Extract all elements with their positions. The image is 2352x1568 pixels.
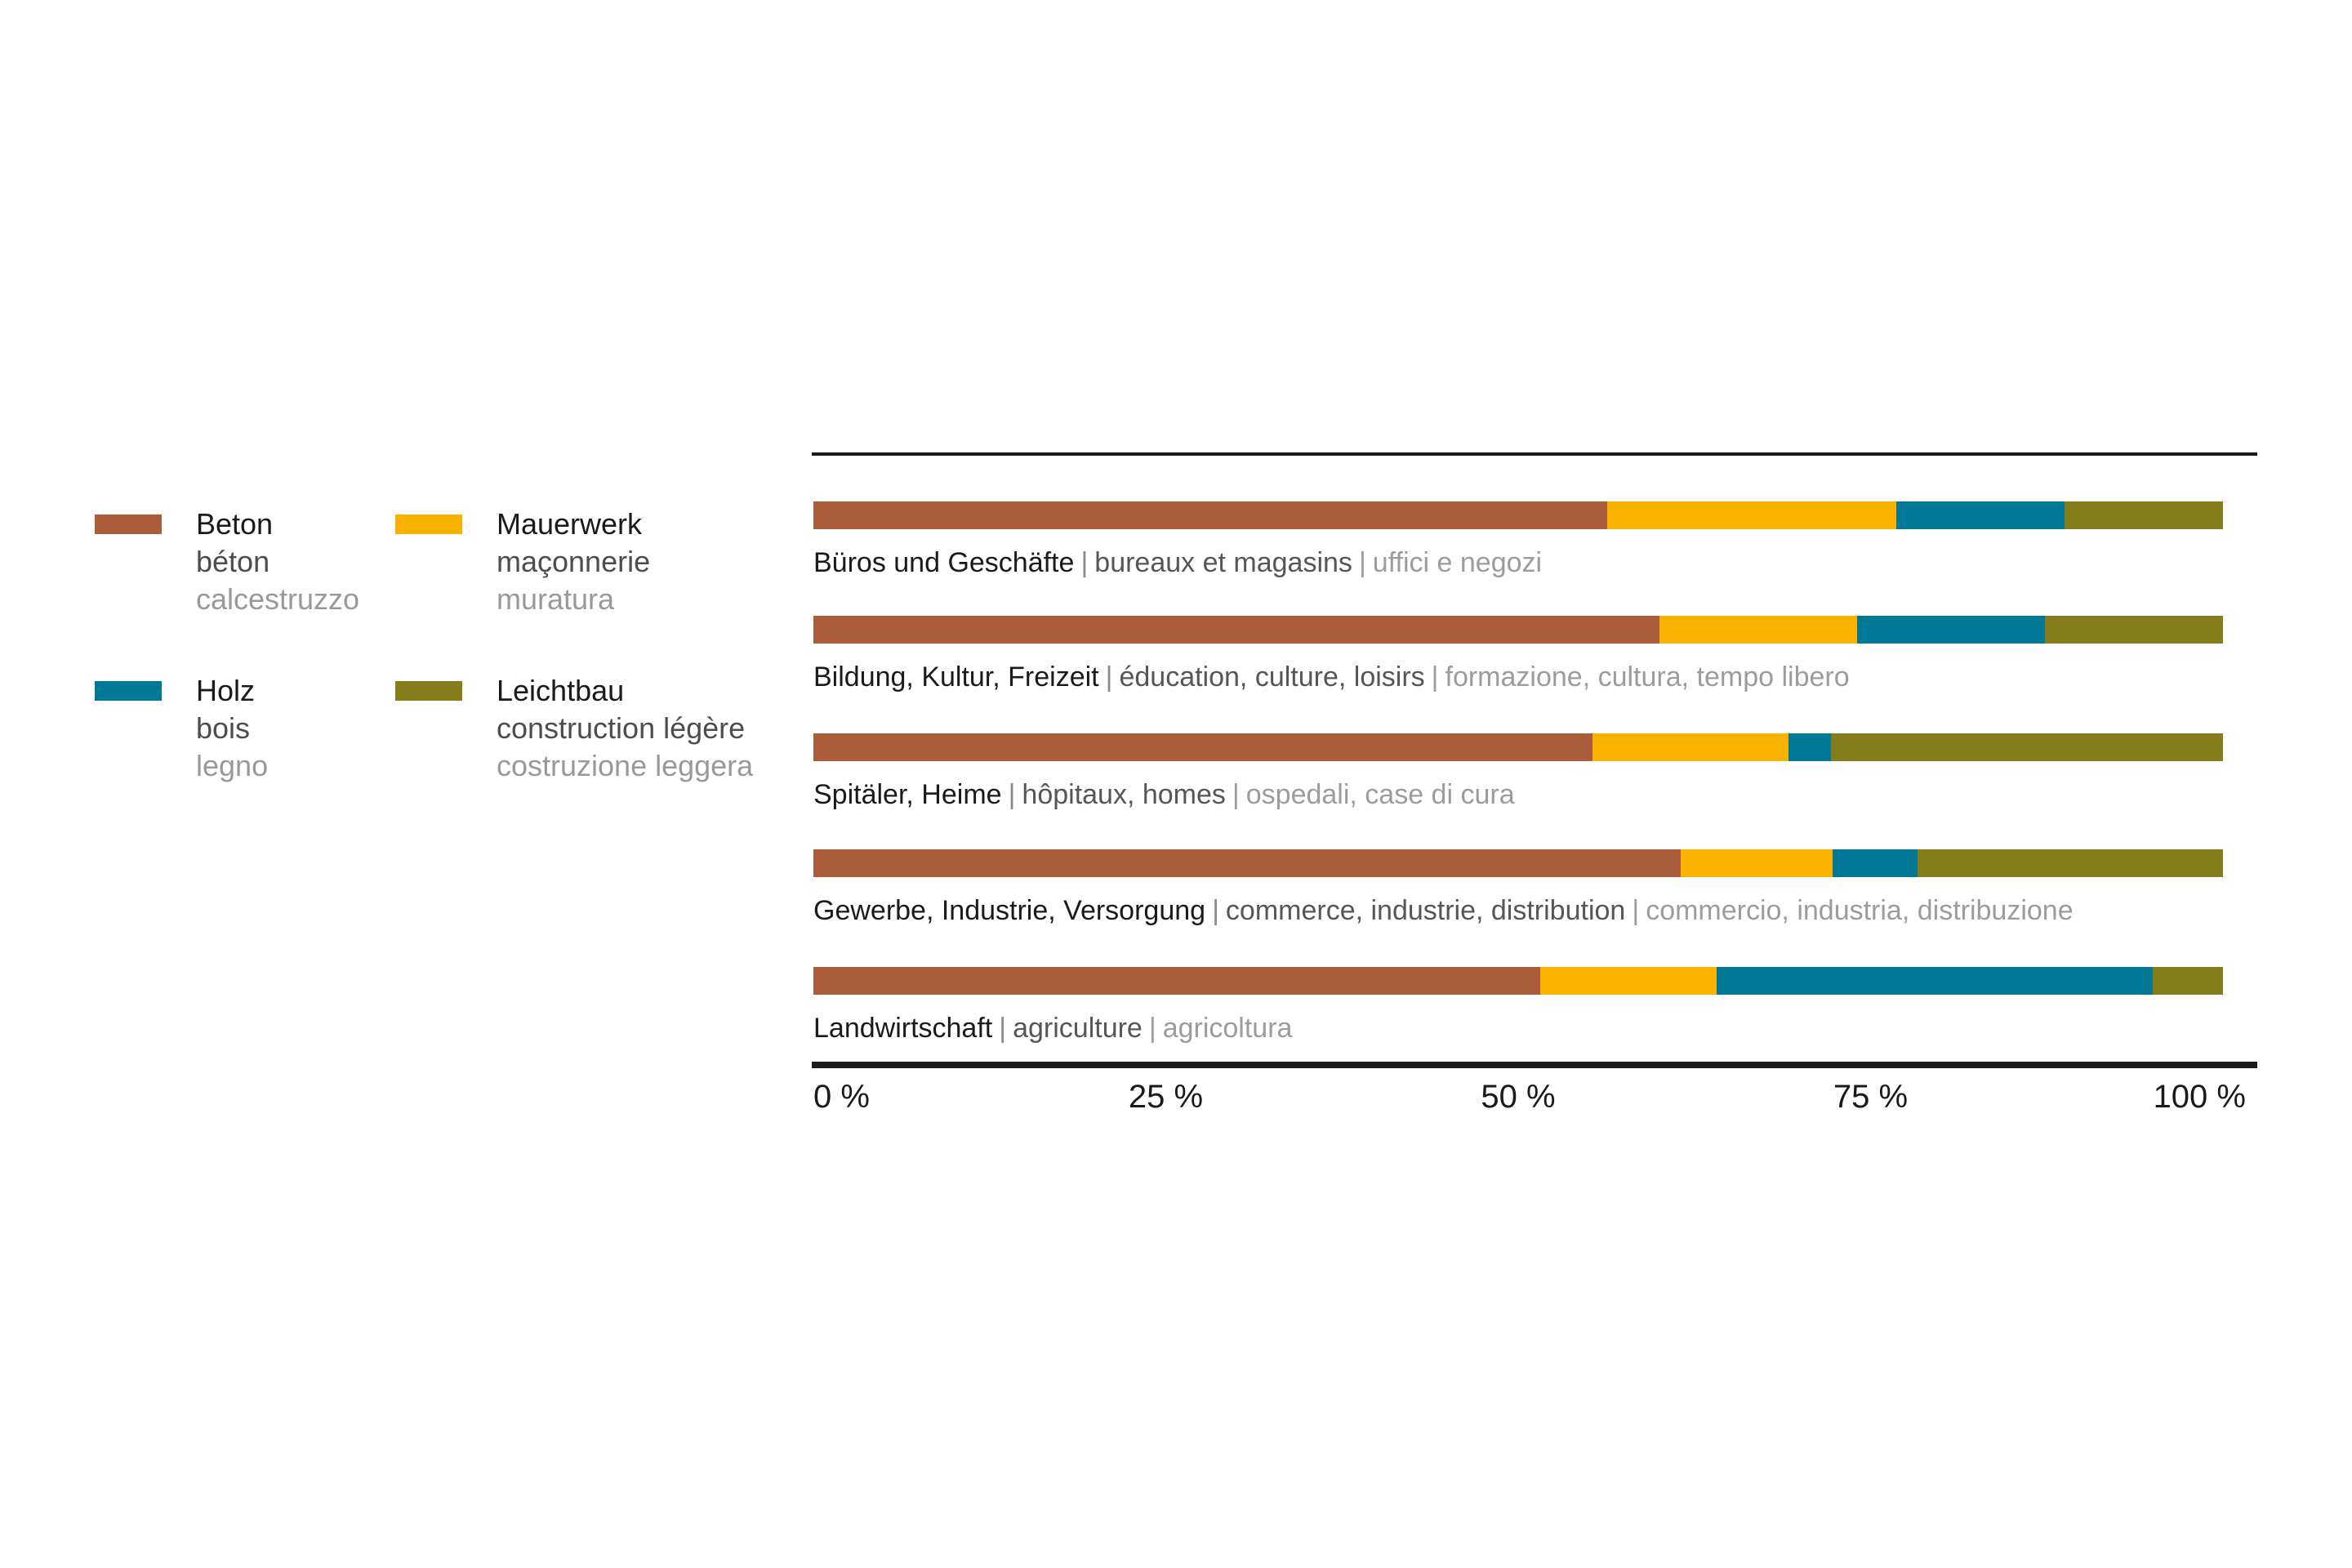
bar-segment-holz: [1717, 967, 2152, 995]
bar-segment-beton: [813, 967, 1541, 995]
row-label-separator: |: [1148, 1013, 1156, 1044]
row-label: [813, 777, 2223, 813]
row-label-it: formazione, cultura, tempo libero: [1445, 662, 1850, 693]
legend-item-beton: [95, 506, 359, 619]
legend-label-leichtbau-it: costruzione leggera: [497, 750, 754, 782]
row-label: [813, 546, 2223, 581]
bar-segment-holz: [1896, 501, 2065, 529]
legend-label-beton-fr: béton: [196, 546, 270, 578]
x-axis-tick-0: 0 %: [813, 1080, 870, 1116]
legend-label-mauerwerk: [497, 506, 650, 619]
legend-label-leichtbau-de: Leichtbau: [497, 675, 625, 707]
chart-row: [813, 616, 2223, 696]
bar-segment-holz: [1788, 733, 1831, 761]
bar-segment-leichtbau: [2153, 967, 2223, 995]
legend-label-mauerwerk-fr: maçonnerie: [497, 546, 651, 578]
bar-segment-leichtbau: [1831, 733, 2223, 761]
legend-label-holz: [196, 673, 268, 786]
bar-segment-mauerwerk: [1607, 501, 1896, 529]
row-label-de: Spitäler, Heime: [813, 779, 1002, 810]
legend-label-beton: [196, 506, 359, 619]
bar-segment-mauerwerk: [1592, 733, 1788, 761]
legend-swatch-beton: [95, 514, 162, 534]
row-label-de: Gewerbe, Industrie, Versorgung: [813, 895, 1206, 926]
legend-label-beton-de: Beton: [196, 508, 274, 541]
bar-segment-beton: [813, 616, 1659, 644]
legend-label-leichtbau-fr: construction légère: [497, 712, 746, 745]
legend-swatch-mauerwerk: [395, 514, 462, 534]
row-label-it: uffici e negozi: [1372, 547, 1543, 578]
bar-segment-leichtbau: [1917, 849, 2223, 877]
legend-swatch-holz: [95, 681, 162, 701]
legend-label-mauerwerk-de: Mauerwerk: [497, 508, 643, 541]
row-label: [813, 660, 2223, 696]
legend-label-holz-it: legno: [196, 750, 269, 782]
row-label-fr: agriculture: [1013, 1013, 1143, 1044]
bar-segment-mauerwerk: [1680, 849, 1832, 877]
legend-label-mauerwerk-it: muratura: [497, 583, 615, 616]
row-label-fr: bureaux et magasins: [1094, 547, 1352, 578]
bar-segment-beton: [813, 501, 1607, 529]
chart-row: [813, 967, 2223, 1047]
row-label-separator: |: [1632, 895, 1640, 926]
x-axis-tick-50: 50 %: [1481, 1080, 1556, 1116]
row-label-de: Bildung, Kultur, Freizeit: [813, 662, 1099, 693]
legend-label-holz-fr: bois: [196, 712, 251, 745]
legend-swatch-leichtbau: [395, 681, 462, 701]
legend-label-beton-it: calcestruzzo: [196, 583, 360, 616]
chart-row: [813, 733, 2223, 813]
legend-label-leichtbau: [497, 673, 753, 786]
legend-item-mauerwerk: [395, 506, 650, 619]
row-label-it: commercio, industria, distribuzione: [1646, 895, 2074, 926]
row-label-de: Büros und Geschäfte: [813, 547, 1075, 578]
bar-segment-leichtbau: [2065, 501, 2223, 529]
legend-item-leichtbau: [395, 673, 753, 786]
row-label: [813, 1011, 2223, 1047]
bar-segment-beton: [813, 849, 1680, 877]
row-label-separator: |: [1212, 895, 1219, 926]
row-label-separator: |: [1232, 779, 1240, 810]
bar-segment-mauerwerk: [1541, 967, 1717, 995]
row-label-separator: |: [1358, 547, 1366, 578]
row-label-fr: éducation, culture, loisirs: [1119, 662, 1425, 693]
row-label: [813, 893, 2223, 929]
legend-label-holz-de: Holz: [196, 675, 256, 707]
row-label-separator: |: [999, 1013, 1007, 1044]
bar-segment-holz: [1858, 616, 2046, 644]
x-axis-tick-25: 25 %: [1128, 1080, 1204, 1116]
bar-segment-leichtbau: [2045, 616, 2222, 644]
x-axis-line: [812, 1062, 2257, 1068]
row-label-separator: |: [1080, 547, 1089, 578]
row-label-fr: commerce, industrie, distribution: [1225, 895, 1626, 926]
legend-item-holz: [95, 673, 268, 786]
x-axis-tick-100: 100 %: [2153, 1080, 2246, 1116]
stacked-bar: [813, 849, 2223, 877]
row-label-de: Landwirtschaft: [813, 1013, 993, 1044]
bar-segment-holz: [1833, 849, 1918, 877]
row-label-it: agricoltura: [1162, 1013, 1293, 1044]
x-axis-tick-labels: [813, 1080, 2246, 1122]
stacked-bar: [813, 616, 2223, 644]
top-rule-line: [812, 452, 2257, 455]
chart-row: [813, 849, 2223, 929]
chart-row: [813, 501, 2223, 581]
row-label-separator: |: [1105, 662, 1113, 693]
stacked-bar: [813, 967, 2223, 995]
bar-segment-mauerwerk: [1659, 616, 1858, 644]
row-label-fr: hôpitaux, homes: [1022, 779, 1226, 810]
row-label-separator: |: [1008, 779, 1016, 810]
stacked-bar: [813, 501, 2223, 529]
row-label-it: ospedali, case di cura: [1245, 779, 1515, 810]
x-axis-tick-75: 75 %: [1833, 1080, 1909, 1116]
stacked-bar: [813, 733, 2223, 761]
bar-segment-beton: [813, 733, 1592, 761]
row-label-separator: |: [1431, 662, 1439, 693]
